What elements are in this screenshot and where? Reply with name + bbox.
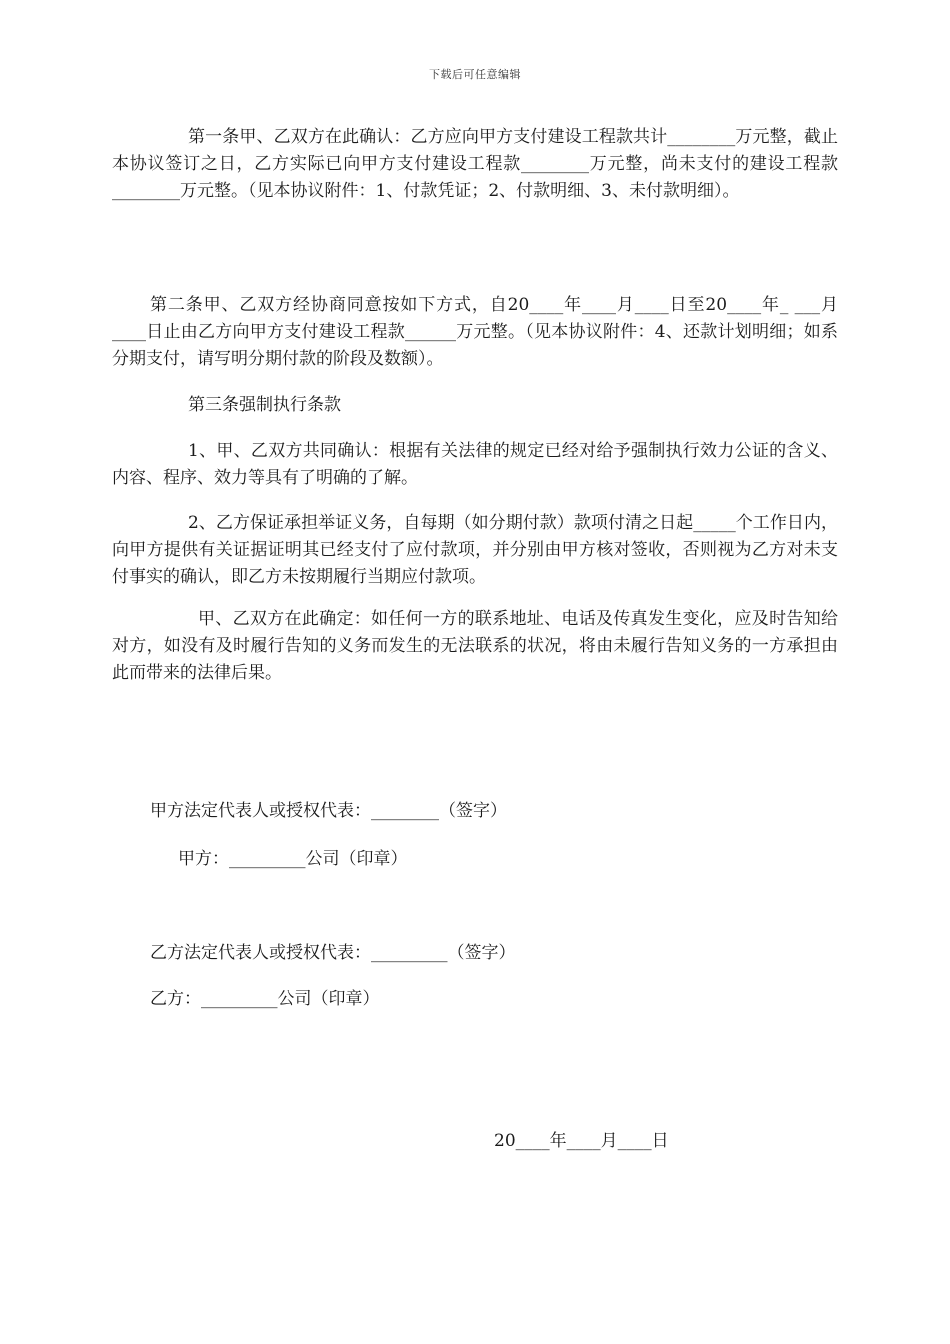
article-1-paragraph: 第一条甲、乙双方在此确认：乙方应向甲方支付建设工程款共计________万元整，截止本协议签订之日，乙方实际已向甲方支付建设工程款________万元整，尚未支付的建设工程款________万元整。（见本协议附件：1、付款凭证；2、付款明细、3、未付款明细）。 [112, 127, 838, 201]
article-3-title: 第三条强制执行条款 [188, 395, 341, 415]
page-header-note: 下载后可任意编辑 [429, 68, 521, 81]
party-a-company-seal: 甲方：_________公司（印章） [178, 849, 408, 869]
signing-date: 20____年____月____日 [494, 1131, 669, 1151]
article-2-paragraph: 第二条甲、乙双方经协商同意按如下方式，自20____年____月____日至20____年_ ___月____日止由乙方向甲方支付建设工程款______万元整。（见本协议附件：4、还款计划明细；如系分期支付，请写明分期付款的阶段及数额）。 [112, 295, 838, 369]
article-3-item-2: 2、乙方保证承担举证义务，自每期（如分期付款）款项付清之日起_____个工作日内，向甲方提供有关证据证明其已经支付了应付款项，并分别由甲方核对签收，否则视为乙方对未支付事实的确认，即乙方未按期履行当期应付款项。 [112, 513, 838, 587]
party-a-representative-signature: 甲方法定代表人或授权代表：________（签字） [150, 801, 507, 821]
party-b-representative-signature: 乙方法定代表人或授权代表：_________（签字） [150, 943, 516, 963]
article-3-item-1: 1、甲、乙双方共同确认：根据有关法律的规定已经对给予强制执行效力公证的含义、内容、程序、效力等具有了明确的了解。 [112, 441, 838, 488]
contact-change-paragraph: 甲、乙双方在此确定：如任何一方的联系地址、电话及传真发生变化，应及时告知给对方，如没有及时履行告知的义务而发生的无法联系的状况，将由未履行告知义务的一方承担由此而带来的法律后果。 [112, 609, 838, 683]
party-b-company-seal: 乙方：_________公司（印章） [150, 989, 380, 1009]
